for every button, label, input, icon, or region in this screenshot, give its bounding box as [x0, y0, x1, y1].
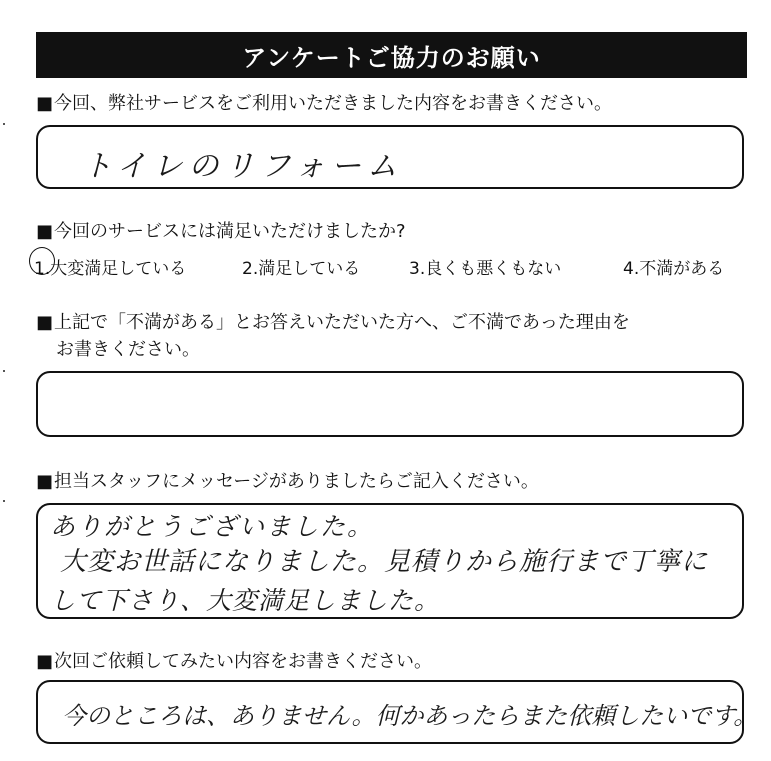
bullet-square-icon: ■	[36, 93, 54, 114]
question-1-answer: トイレのリフォーム	[82, 149, 403, 184]
question-3-text-line2: お書きください。	[56, 339, 200, 360]
option-dissatisfied[interactable]: 4.不満がある	[623, 259, 725, 279]
question-1-text: 今回、弊社サービスをご利用いただきました内容をお書きください。	[54, 93, 613, 114]
option-very-satisfied[interactable]: 1.大変満足している	[34, 259, 187, 279]
bullet-square-icon: ■	[36, 651, 54, 672]
option-neutral[interactable]: 3.良くも悪くもない	[409, 259, 562, 279]
scan-speck	[3, 500, 5, 502]
question-3-label	[36, 311, 630, 335]
question-4-text: 担当スタッフにメッセージがありましたらご記入ください。	[54, 471, 539, 492]
question-4-answer-box[interactable]	[36, 503, 744, 619]
question-5-answer: 今のところは、ありません。何かあったらまた依頼したいです。	[62, 702, 758, 730]
bullet-square-icon: ■	[36, 221, 54, 242]
question-5-label	[36, 650, 432, 674]
survey-title: アンケートご協力のお願い	[242, 43, 541, 72]
question-4-label	[36, 470, 539, 494]
question-4-answer-line3: して下さり、大変満足しました。	[50, 586, 441, 615]
selected-option-circle-mark	[29, 247, 55, 275]
question-5-answer-box[interactable]	[36, 680, 758, 744]
question-1-answer-box[interactable]	[36, 125, 744, 189]
option-satisfied[interactable]: 2.満足している	[242, 259, 361, 279]
question-3-answer-box[interactable]	[36, 371, 744, 437]
satisfaction-options	[32, 252, 752, 280]
scan-speck	[3, 123, 5, 125]
question-1-label	[36, 92, 612, 116]
question-2-label	[36, 220, 406, 244]
question-3-text-line1: 上記で「不満がある」とお答えいただいた方へ、ご不満であった理由を	[54, 312, 630, 333]
bullet-square-icon: ■	[36, 471, 54, 492]
question-2-text: 今回のサービスには満足いただけましたか?	[54, 221, 406, 242]
survey-header	[36, 32, 747, 78]
question-4-answer-line2: 大変お世話になりました。見積りから施行まで丁寧に	[60, 547, 709, 577]
scan-speck	[3, 370, 5, 372]
question-5-text: 次回ご依頼してみたい内容をお書きください。	[54, 651, 433, 672]
bullet-square-icon: ■	[36, 312, 54, 333]
question-4-answer-line1: ありがとうございました。	[50, 512, 375, 541]
